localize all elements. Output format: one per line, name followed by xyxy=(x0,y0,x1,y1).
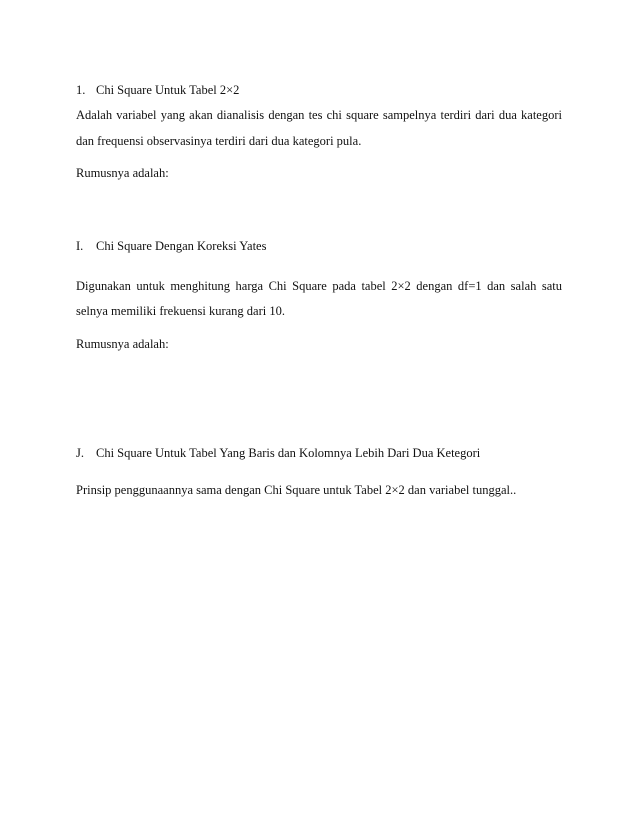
section-1-title: Chi Square Untuk Tabel 2×2 xyxy=(96,83,240,97)
section-i-formula-label: Rumusnya adalah: xyxy=(76,337,169,351)
section-j-paragraph-line-1: Prinsip penggunaannya sama dengan Chi Square untuk Tabel 2×2 dan variabel tunggal.. xyxy=(76,483,517,497)
section-1-paragraph-line-2: dan frequensi observasinya terdiri dari dua kategori pula. xyxy=(76,134,362,148)
section-1-paragraph-line-1: Adalah variabel yang akan dianalisis dengan tes chi square sampelnya terdiri dari dua kategori xyxy=(76,108,562,122)
section-1-formula-label: Rumusnya adalah: xyxy=(76,166,169,180)
section-j-heading xyxy=(76,445,480,461)
section-i-paragraph-line-1: Digunakan untuk menghitung harga Chi Square pada tabel 2×2 dengan df=1 dan salah satu xyxy=(76,279,562,293)
section-j-number: J. xyxy=(76,446,84,460)
section-i-number: I. xyxy=(76,239,84,253)
section-1-heading xyxy=(76,82,239,98)
section-j-title: Chi Square Untuk Tabel Yang Baris dan Kolomnya Lebih Dari Dua Ketegori xyxy=(96,446,481,460)
section-i-heading xyxy=(76,238,266,254)
section-1-number: 1. xyxy=(76,83,86,97)
section-i-paragraph-line-2: selnya memiliki frekuensi kurang dari 10. xyxy=(76,304,285,318)
section-i-title: Chi Square Dengan Koreksi Yates xyxy=(96,239,267,253)
